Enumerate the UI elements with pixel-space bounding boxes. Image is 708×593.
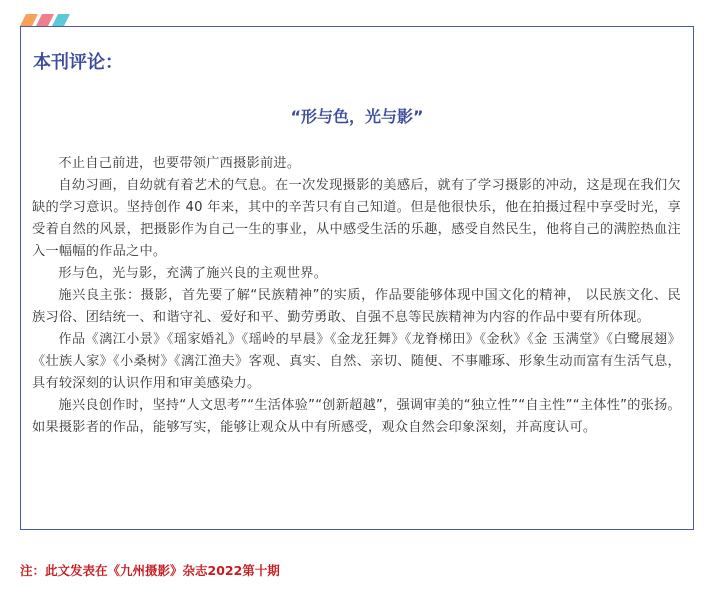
paragraph: 形与色，光与影，充满了施兴良的主观世界。 [58, 266, 328, 281]
section-title: 本刊评论： [33, 52, 123, 73]
publication-note: 注：此文发表在《九州摄影》杂志2022第十期 [20, 563, 280, 578]
decorative-stripes [20, 14, 80, 26]
review-card [20, 26, 694, 530]
article-body [32, 153, 681, 439]
paragraph: 作品《漓江小景》《瑶家婚礼》《瑶岭的早晨》《金龙狂舞》《龙脊梯田》《金秋》《金 玉满堂》《白鹭展翅》《壮族人家》《小桑树》《漓江渔夫》客观、真实、自然、亲切、随便、不事雕琢、形象生动而富有生活气息，具有较深刻的认识作用和审美感染力。 [32, 332, 681, 391]
stripe-cyan [52, 14, 70, 26]
paragraph: 自幼习画，自幼就有着艺术的气息。在一次发现摄影的美感后，就有了学习摄影的冲动，这是现在我们欠缺的学习意识。坚持创作 40 年来，其中的辛苦只有自己知道。但是他很快乐，他在拍摄过程中享受时光，享受着自然的风景，把摄影作为自己一生的事业，从中感受生活的乐趣，感受自然民生，他将自己的满腔热血注入一幅幅的作品之中。 [32, 178, 681, 259]
paragraph: 施兴良主张：摄影，首先要了解“民族精神”的实质，作品要能够体现中国文化的精神， 以民族文化、民族习俗、团结统一、和谐守礼、爱好和平、勤劳勇敢、自强不息等民族精神为内容的作品中要有所体现。 [32, 288, 681, 325]
stripe-orange [20, 14, 38, 26]
paragraph: 施兴良创作时，坚持“人文思考”“生活体验”“创新超越”，强调审美的“独立性”“自主性”“主体性”的张扬。如果摄影者的作品，能够写实，能够让观众从中有所感受，观众自然会印象深刻，并高度认可。 [32, 398, 681, 435]
stripe-pink [36, 14, 54, 26]
article-title: “形与色，光与影” [290, 107, 424, 126]
paragraph: 不止自己前进，也要带领广西摄影前进。 [58, 156, 301, 171]
